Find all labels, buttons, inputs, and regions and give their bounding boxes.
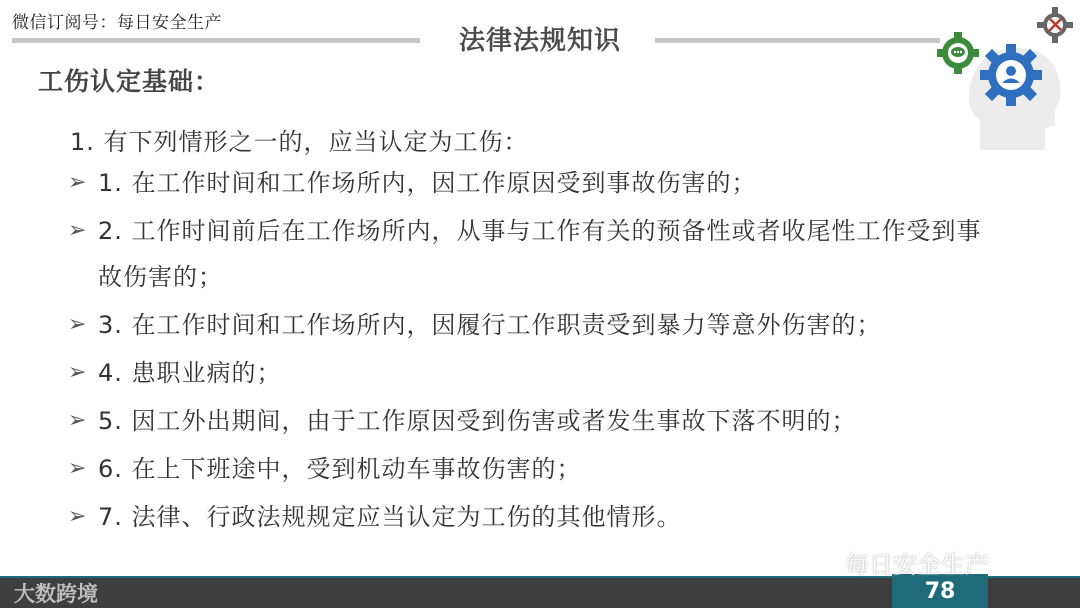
list-item-text: 7. 法律、行政法规规定应当认定为工伤的其他情形。 [98, 503, 682, 531]
header-rule-right [655, 38, 940, 43]
arrow-bullet-icon: ➢ [68, 312, 88, 337]
watermark-left: 大数跨境 [14, 582, 98, 606]
page-number: 78 [892, 574, 988, 608]
arrow-bullet-icon: ➢ [68, 456, 88, 481]
list-item [68, 398, 998, 444]
wechat-subscription-tag: 微信订阅号：每日安全生产 [12, 13, 222, 33]
list-item-text: 4. 患职业病的； [98, 359, 282, 387]
list-item-text: 5. 因工外出期间，由于工作原因受到伤害或者发生事故下落不明的； [98, 407, 857, 435]
list-item [68, 160, 998, 206]
header-rule-left [12, 38, 420, 43]
arrow-bullet-icon: ➢ [68, 504, 88, 529]
list-item-text: 6. 在上下班途中，受到机动车事故伤害的； [98, 455, 582, 483]
list-item [68, 494, 998, 540]
section-heading: 工伤认定基础： [38, 67, 221, 96]
injury-criteria-list [68, 160, 998, 542]
list-item-text: 2. 工作时间前后在工作场所内，从事与工作有关的预备性或者收尾性工作受到事故伤害的； [98, 217, 982, 291]
user-gear-icon [978, 42, 1044, 108]
list-item-text: 3. 在工作时间和工作场所内，因履行工作职责受到暴力等意外伤害的； [98, 311, 882, 339]
list-item [68, 350, 998, 396]
intro-line: 1. 有下列情形之一的，应当认定为工伤： [70, 128, 529, 156]
slide-title: 法律法规知识 [458, 26, 621, 56]
list-item [68, 208, 998, 300]
arrow-bullet-icon: ➢ [68, 218, 88, 243]
chat-gear-icon [935, 30, 981, 76]
settings-gear-icon [1036, 6, 1074, 44]
watermark-right: 每日安全生产 [845, 551, 989, 579]
list-item-text: 1. 在工作时间和工作场所内，因工作原因受到事故伤害的； [98, 169, 757, 197]
arrow-bullet-icon: ➢ [68, 360, 88, 385]
list-item [68, 446, 998, 492]
arrow-bullet-icon: ➢ [68, 408, 88, 433]
arrow-bullet-icon: ➢ [68, 170, 88, 195]
list-item [68, 302, 998, 348]
